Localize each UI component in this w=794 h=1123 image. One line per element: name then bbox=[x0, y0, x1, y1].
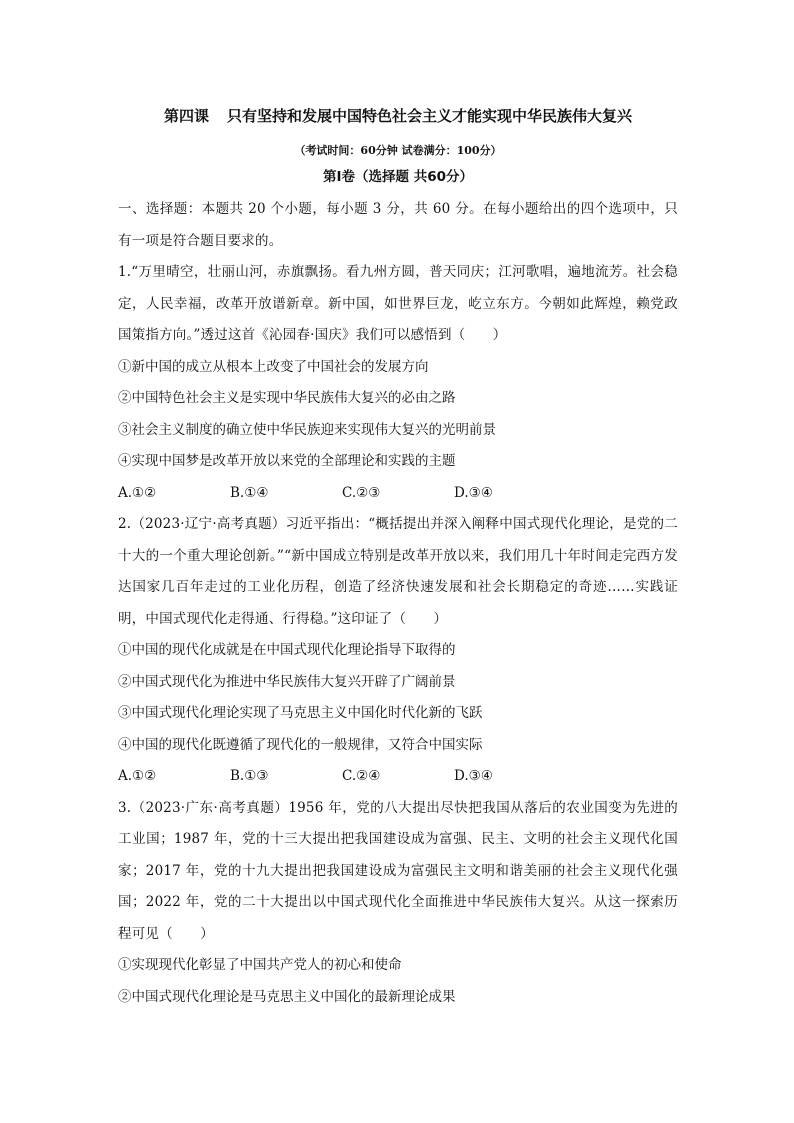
question-1 bbox=[118, 257, 678, 509]
choice-c: C.②④ bbox=[342, 768, 381, 784]
answer-choices bbox=[118, 761, 678, 793]
instructions: 一、选择题：本题共 20 个小题，每小题 3 分，共 60 分。在每小题给出的四个选项中，只有一项是符合题目要求的。 bbox=[118, 201, 678, 249]
choice-a: A.①② bbox=[118, 768, 157, 784]
question-stem: 3.（2023·广东·高考真题）1956 年，党的八大提出尽快把我国从落后的农业国变为先进的工业国；1987 年，党的十三大提出把我国建设成为富强、民主、文明的社会主义现代化国家；2017 年，党的十九大提出把我国建设成为富强民主文明和谐美丽的社会主义现代化强国；2022 年，党的二十大提出以中国式现代化全面推进中华民族伟大复兴。从这一探索历程可见（ ） bbox=[118, 799, 678, 942]
lesson-number: 第四课 bbox=[163, 107, 209, 125]
choice-d: D.③④ bbox=[454, 484, 493, 501]
question-stem: 2.（2023·辽宁·高考真题）习近平指出：“概括提出并深入阐释中国式现代化理论，是党的二十大的一个重大理论创新。”“新中国成立特别是改革开放以来，我们用几十年时间走完西方发达国家几百年走过的工业化历程，创造了经济快速发展和社会长期稳定的奇迹……实践证明，中国式现代化走得通、行得稳。”这印证了（ ） bbox=[118, 516, 678, 627]
document-page bbox=[118, 104, 678, 1013]
statement-option: ③中国式现代化理论实现了马克思主义中国化时代化新的飞跃 bbox=[118, 705, 483, 721]
lesson-name: 只有坚持和发展中国特色社会主义才能实现中华民族伟大复兴 bbox=[227, 107, 633, 125]
choice-d: D.③④ bbox=[454, 768, 493, 784]
question-2 bbox=[118, 509, 678, 793]
statement-option: ③社会主义制度的确立使中华民族迎来实现伟大复兴的光明前景 bbox=[118, 421, 496, 438]
question-3 bbox=[118, 793, 678, 1014]
choice-c: C.②③ bbox=[342, 484, 381, 501]
statement-option: ④实现中国梦是改革开放以来党的全部理论和实践的主题 bbox=[118, 453, 456, 469]
choice-a: A.①② bbox=[118, 484, 157, 501]
question-stem: 1.“万里晴空，壮丽山河，赤旗飘扬。看九州方圆，普天同庆；江河歌唱，遍地流芳。社会稳定，人民幸福，改革开放谱新章。新中国，如世界巨龙，屹立东方。今朝如此辉煌，赖党政国策指方向。”透过这首《沁园春·国庆》我们可以感悟到（ ） bbox=[118, 264, 678, 343]
choice-b: B.①③ bbox=[230, 768, 269, 784]
choice-b: B.①④ bbox=[230, 484, 269, 501]
statement-option: ①中国的现代化成就是在中国式现代化理论指导下取得的 bbox=[118, 642, 456, 658]
answer-choices bbox=[118, 478, 678, 510]
page-title bbox=[118, 104, 678, 128]
statement-option: ②中国特色社会主义是实现中华民族伟大复兴的必由之路 bbox=[118, 390, 456, 406]
part-heading: 第Ⅰ卷（选择题 共60分） bbox=[322, 169, 473, 185]
statement-option: ②中国式现代化理论是马克思主义中国化的最新理论成果 bbox=[118, 988, 456, 1005]
statement-option: ④中国的现代化既遵循了现代化的一般规律，又符合中国实际 bbox=[118, 736, 483, 753]
statement-option: ①实现现代化彰显了中国共产党人的初心和使命 bbox=[118, 957, 402, 973]
statement-option: ②中国式现代化为推进中华民族伟大复兴开辟了广阔前景 bbox=[118, 673, 456, 690]
exam-info: （考试时间：60分钟 试卷满分：100分） bbox=[294, 144, 502, 157]
statement-option: ①新中国的成立从根本上改变了中国社会的发展方向 bbox=[118, 358, 429, 375]
